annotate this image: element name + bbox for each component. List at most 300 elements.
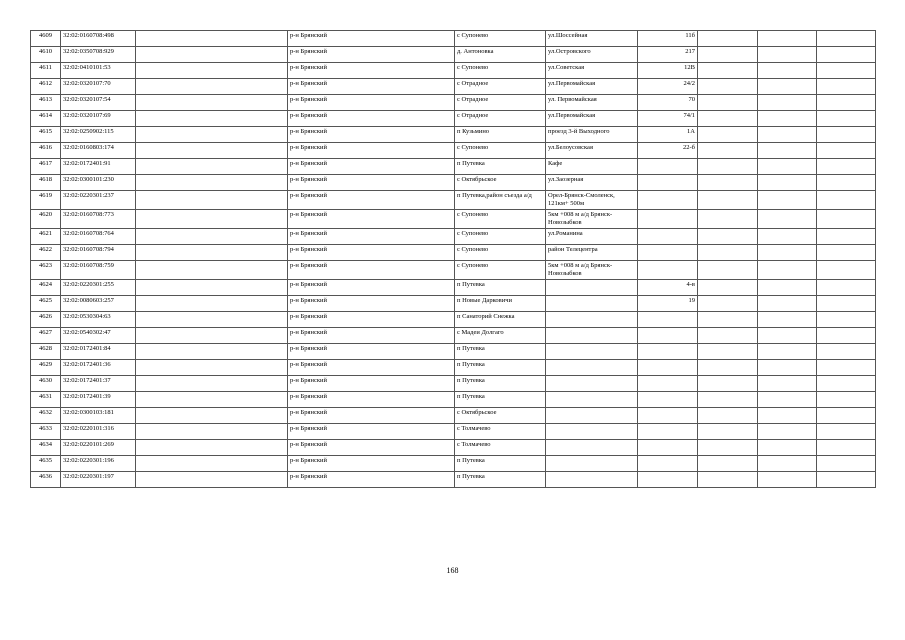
- blank-cell: [698, 47, 758, 63]
- blank-cell: [758, 245, 817, 261]
- street-cell: ул.Белоусовская: [546, 143, 638, 159]
- blank-cell: [758, 47, 817, 63]
- blank-cell: [136, 127, 288, 143]
- blank-cell: [136, 175, 288, 191]
- cadastral-number-cell: 32:02:0160708:764: [61, 229, 136, 245]
- table-body: [31, 31, 876, 488]
- row-number-cell: 4630: [31, 376, 61, 392]
- blank-cell: [758, 95, 817, 111]
- house-number-cell: 22-б: [638, 143, 698, 159]
- table-row: [31, 456, 876, 472]
- settlement-cell: с Супонево: [455, 210, 546, 229]
- settlement-cell: п Путевка: [455, 344, 546, 360]
- row-number-cell: 4611: [31, 63, 61, 79]
- house-number-cell: [638, 440, 698, 456]
- house-number-cell: 1А: [638, 127, 698, 143]
- street-cell: ул.Первомайская: [546, 79, 638, 95]
- table-row: [31, 191, 876, 210]
- settlement-cell: с Отрадное: [455, 95, 546, 111]
- street-cell: [546, 424, 638, 440]
- blank-cell: [136, 79, 288, 95]
- house-number-cell: [638, 312, 698, 328]
- blank-cell: [698, 424, 758, 440]
- blank-cell: [698, 408, 758, 424]
- table-row: [31, 143, 876, 159]
- house-number-cell: [638, 408, 698, 424]
- cadastral-number-cell: 32:02:0160708:498: [61, 31, 136, 47]
- blank-cell: [136, 312, 288, 328]
- district-cell: р-н Брянский: [288, 159, 455, 175]
- blank-cell: [817, 245, 876, 261]
- blank-cell: [817, 47, 876, 63]
- row-number-cell: 4632: [31, 408, 61, 424]
- blank-cell: [136, 245, 288, 261]
- house-number-cell: 12В: [638, 63, 698, 79]
- blank-cell: [817, 296, 876, 312]
- street-cell: [546, 280, 638, 296]
- blank-cell: [758, 31, 817, 47]
- row-number-cell: 4625: [31, 296, 61, 312]
- settlement-cell: д. Антоновка: [455, 47, 546, 63]
- street-cell: [546, 440, 638, 456]
- settlement-cell: п Путевка: [455, 456, 546, 472]
- blank-cell: [817, 261, 876, 280]
- blank-cell: [698, 63, 758, 79]
- house-number-cell: 24/2: [638, 79, 698, 95]
- district-cell: р-н Брянский: [288, 328, 455, 344]
- blank-cell: [817, 312, 876, 328]
- blank-cell: [136, 392, 288, 408]
- district-cell: р-н Брянский: [288, 31, 455, 47]
- row-number-cell: 4618: [31, 175, 61, 191]
- blank-cell: [136, 210, 288, 229]
- house-number-cell: [638, 245, 698, 261]
- house-number-cell: [638, 456, 698, 472]
- blank-cell: [698, 328, 758, 344]
- street-cell: [546, 472, 638, 488]
- blank-cell: [136, 261, 288, 280]
- street-cell: ул.Советская: [546, 63, 638, 79]
- blank-cell: [817, 127, 876, 143]
- blank-cell: [758, 127, 817, 143]
- cadastral-number-cell: 32:02:0172401:37: [61, 376, 136, 392]
- blank-cell: [698, 210, 758, 229]
- blank-cell: [758, 210, 817, 229]
- settlement-cell: с Октябрьское: [455, 175, 546, 191]
- cadastral-number-cell: 32:02:0080603:257: [61, 296, 136, 312]
- blank-cell: [136, 456, 288, 472]
- blank-cell: [758, 261, 817, 280]
- blank-cell: [817, 424, 876, 440]
- district-cell: р-н Брянский: [288, 63, 455, 79]
- row-number-cell: 4609: [31, 31, 61, 47]
- house-number-cell: [638, 424, 698, 440]
- blank-cell: [136, 159, 288, 175]
- district-cell: р-н Брянский: [288, 440, 455, 456]
- row-number-cell: 4628: [31, 344, 61, 360]
- blank-cell: [136, 191, 288, 210]
- row-number-cell: 4629: [31, 360, 61, 376]
- cadastral-number-cell: 32:02:0410101:53: [61, 63, 136, 79]
- blank-cell: [758, 440, 817, 456]
- blank-cell: [817, 191, 876, 210]
- settlement-cell: с Супонево: [455, 31, 546, 47]
- street-cell: [546, 360, 638, 376]
- blank-cell: [758, 296, 817, 312]
- table-row: [31, 408, 876, 424]
- district-cell: р-н Брянский: [288, 191, 455, 210]
- blank-cell: [758, 456, 817, 472]
- district-cell: р-н Брянский: [288, 376, 455, 392]
- settlement-cell: с Октябрьское: [455, 408, 546, 424]
- blank-cell: [758, 312, 817, 328]
- blank-cell: [136, 376, 288, 392]
- street-cell: [546, 376, 638, 392]
- settlement-cell: с Отрадное: [455, 79, 546, 95]
- row-number-cell: 4620: [31, 210, 61, 229]
- row-number-cell: 4613: [31, 95, 61, 111]
- street-cell: [546, 392, 638, 408]
- table-row: [31, 111, 876, 127]
- street-cell: ул.Первомайская: [546, 111, 638, 127]
- row-number-cell: 4627: [31, 328, 61, 344]
- row-number-cell: 4623: [31, 261, 61, 280]
- district-cell: р-н Брянский: [288, 424, 455, 440]
- blank-cell: [758, 424, 817, 440]
- row-number-cell: 4636: [31, 472, 61, 488]
- blank-cell: [817, 344, 876, 360]
- blank-cell: [758, 392, 817, 408]
- cadastral-number-cell: 32:02:0160708:773: [61, 210, 136, 229]
- blank-cell: [136, 408, 288, 424]
- street-cell: [546, 296, 638, 312]
- house-number-cell: [638, 159, 698, 175]
- house-number-cell: [638, 175, 698, 191]
- table-row: [31, 95, 876, 111]
- blank-cell: [817, 280, 876, 296]
- blank-cell: [817, 79, 876, 95]
- cadastral-number-cell: 32:02:0320107:70: [61, 79, 136, 95]
- blank-cell: [817, 175, 876, 191]
- district-cell: р-н Брянский: [288, 296, 455, 312]
- cadastral-number-cell: 32:02:0172401:91: [61, 159, 136, 175]
- blank-cell: [817, 111, 876, 127]
- table-row: [31, 312, 876, 328]
- cadastral-number-cell: 32:02:0160708:794: [61, 245, 136, 261]
- settlement-cell: с Супонево: [455, 229, 546, 245]
- table-row: [31, 280, 876, 296]
- blank-cell: [698, 111, 758, 127]
- table-row: [31, 245, 876, 261]
- table-row: [31, 440, 876, 456]
- table-row: [31, 63, 876, 79]
- house-number-cell: [638, 344, 698, 360]
- row-number-cell: 4624: [31, 280, 61, 296]
- blank-cell: [758, 159, 817, 175]
- cadastral-number-cell: 32:02:0320107:54: [61, 95, 136, 111]
- cadastral-number-cell: 32:02:0350708:929: [61, 47, 136, 63]
- table-row: [31, 229, 876, 245]
- table-row: [31, 328, 876, 344]
- blank-cell: [698, 472, 758, 488]
- house-number-cell: [638, 328, 698, 344]
- blank-cell: [817, 440, 876, 456]
- blank-cell: [136, 360, 288, 376]
- street-cell: [546, 312, 638, 328]
- district-cell: р-н Брянский: [288, 312, 455, 328]
- blank-cell: [758, 328, 817, 344]
- blank-cell: [817, 392, 876, 408]
- district-cell: р-н Брянский: [288, 79, 455, 95]
- blank-cell: [136, 424, 288, 440]
- street-cell: Орел-Брянск-Смоленск, 121км+ 500м: [546, 191, 638, 210]
- cadastral-number-cell: 32:02:0300103:181: [61, 408, 136, 424]
- district-cell: р-н Брянский: [288, 280, 455, 296]
- blank-cell: [698, 312, 758, 328]
- settlement-cell: п Путевка: [455, 376, 546, 392]
- row-number-cell: 4631: [31, 392, 61, 408]
- blank-cell: [698, 344, 758, 360]
- settlement-cell: с Толмачево: [455, 424, 546, 440]
- street-cell: ул.Заозерная: [546, 175, 638, 191]
- blank-cell: [817, 360, 876, 376]
- settlement-cell: с Супонево: [455, 143, 546, 159]
- district-cell: р-н Брянский: [288, 392, 455, 408]
- settlement-cell: п Путевка: [455, 472, 546, 488]
- settlement-cell: с Супонево: [455, 245, 546, 261]
- district-cell: р-н Брянский: [288, 175, 455, 191]
- district-cell: р-н Брянский: [288, 111, 455, 127]
- blank-cell: [817, 143, 876, 159]
- cadastral-number-cell: 32:02:0220301:196: [61, 456, 136, 472]
- row-number-cell: 4633: [31, 424, 61, 440]
- table-row: [31, 31, 876, 47]
- blank-cell: [698, 143, 758, 159]
- settlement-cell: с Мадеи Долгаго: [455, 328, 546, 344]
- street-cell: [546, 328, 638, 344]
- street-cell: ул.Островского: [546, 47, 638, 63]
- house-number-cell: 74/1: [638, 111, 698, 127]
- house-number-cell: [638, 392, 698, 408]
- blank-cell: [817, 472, 876, 488]
- street-cell: [546, 456, 638, 472]
- cadastral-number-cell: 32:02:0172401:36: [61, 360, 136, 376]
- blank-cell: [136, 111, 288, 127]
- blank-cell: [817, 95, 876, 111]
- table-row: [31, 424, 876, 440]
- house-number-cell: [638, 261, 698, 280]
- table-row: [31, 175, 876, 191]
- blank-cell: [698, 296, 758, 312]
- table-row: [31, 261, 876, 280]
- blank-cell: [698, 376, 758, 392]
- blank-cell: [698, 456, 758, 472]
- blank-cell: [758, 280, 817, 296]
- cadastral-number-cell: 32:02:0220101:316: [61, 424, 136, 440]
- blank-cell: [698, 159, 758, 175]
- blank-cell: [136, 143, 288, 159]
- settlement-cell: с Толмачево: [455, 440, 546, 456]
- settlement-cell: с Супонево: [455, 261, 546, 280]
- blank-cell: [136, 229, 288, 245]
- district-cell: р-н Брянский: [288, 456, 455, 472]
- table-row: [31, 47, 876, 63]
- blank-cell: [758, 408, 817, 424]
- blank-cell: [136, 344, 288, 360]
- blank-cell: [698, 31, 758, 47]
- blank-cell: [698, 175, 758, 191]
- house-number-cell: [638, 376, 698, 392]
- district-cell: р-н Брянский: [288, 95, 455, 111]
- cadastral-number-cell: 32:02:0160803:174: [61, 143, 136, 159]
- house-number-cell: [638, 229, 698, 245]
- house-number-cell: 70: [638, 95, 698, 111]
- blank-cell: [817, 210, 876, 229]
- blank-cell: [698, 392, 758, 408]
- blank-cell: [136, 47, 288, 63]
- district-cell: р-н Брянский: [288, 261, 455, 280]
- blank-cell: [758, 344, 817, 360]
- blank-cell: [136, 31, 288, 47]
- blank-cell: [817, 31, 876, 47]
- settlement-cell: п Путевка: [455, 159, 546, 175]
- table-row: [31, 296, 876, 312]
- district-cell: р-н Брянский: [288, 360, 455, 376]
- settlement-cell: п Путевка,район съезда а/д: [455, 191, 546, 210]
- street-cell: ул. Первомайская: [546, 95, 638, 111]
- row-number-cell: 4614: [31, 111, 61, 127]
- blank-cell: [758, 63, 817, 79]
- blank-cell: [698, 261, 758, 280]
- house-number-cell: [638, 191, 698, 210]
- settlement-cell: п Путевка: [455, 280, 546, 296]
- settlement-cell: п Санаторий Снежка: [455, 312, 546, 328]
- district-cell: р-н Брянский: [288, 229, 455, 245]
- blank-cell: [698, 95, 758, 111]
- street-cell: [546, 408, 638, 424]
- cadastral-number-cell: 32:02:0530304:63: [61, 312, 136, 328]
- blank-cell: [698, 127, 758, 143]
- street-cell: ул.Романина: [546, 229, 638, 245]
- cadastral-number-cell: 32:02:0220301:197: [61, 472, 136, 488]
- blank-cell: [136, 296, 288, 312]
- district-cell: р-н Брянский: [288, 472, 455, 488]
- row-number-cell: 4615: [31, 127, 61, 143]
- table-row: [31, 344, 876, 360]
- blank-cell: [136, 63, 288, 79]
- row-number-cell: 4617: [31, 159, 61, 175]
- blank-cell: [817, 376, 876, 392]
- district-cell: р-н Брянский: [288, 210, 455, 229]
- blank-cell: [698, 360, 758, 376]
- cadastral-number-cell: 32:02:0540302:47: [61, 328, 136, 344]
- house-number-cell: [638, 210, 698, 229]
- cadastral-number-cell: 32:02:0172401:84: [61, 344, 136, 360]
- blank-cell: [817, 159, 876, 175]
- blank-cell: [758, 229, 817, 245]
- district-cell: р-н Брянский: [288, 127, 455, 143]
- table-row: [31, 159, 876, 175]
- blank-cell: [136, 472, 288, 488]
- blank-cell: [698, 245, 758, 261]
- street-cell: ул.Шоссейная: [546, 31, 638, 47]
- registry-table: [30, 30, 876, 488]
- street-cell: проезд 3-й Выходного: [546, 127, 638, 143]
- settlement-cell: п Путевка: [455, 392, 546, 408]
- table-row: [31, 472, 876, 488]
- blank-cell: [817, 328, 876, 344]
- settlement-cell: п Путевка: [455, 360, 546, 376]
- table-row: [31, 360, 876, 376]
- district-cell: р-н Брянский: [288, 245, 455, 261]
- blank-cell: [698, 191, 758, 210]
- house-number-cell: [638, 472, 698, 488]
- blank-cell: [136, 328, 288, 344]
- blank-cell: [758, 360, 817, 376]
- table-row: [31, 79, 876, 95]
- settlement-cell: с Супонево: [455, 63, 546, 79]
- cadastral-number-cell: 32:02:0220301:237: [61, 191, 136, 210]
- cadastral-number-cell: 32:02:0220301:255: [61, 280, 136, 296]
- house-number-cell: 11б: [638, 31, 698, 47]
- street-cell: [546, 344, 638, 360]
- district-cell: р-н Брянский: [288, 143, 455, 159]
- house-number-cell: [638, 360, 698, 376]
- row-number-cell: 4619: [31, 191, 61, 210]
- settlement-cell: п Новые Дарковичи: [455, 296, 546, 312]
- blank-cell: [758, 376, 817, 392]
- cadastral-number-cell: 32:02:0220101:269: [61, 440, 136, 456]
- blank-cell: [817, 229, 876, 245]
- house-number-cell: 217: [638, 47, 698, 63]
- cadastral-number-cell: 32:02:0172401:39: [61, 392, 136, 408]
- blank-cell: [136, 280, 288, 296]
- cadastral-number-cell: 32:02:0300101:230: [61, 175, 136, 191]
- district-cell: р-н Брянский: [288, 47, 455, 63]
- district-cell: р-н Брянский: [288, 408, 455, 424]
- settlement-cell: п Кузьмино: [455, 127, 546, 143]
- row-number-cell: 4626: [31, 312, 61, 328]
- blank-cell: [698, 229, 758, 245]
- street-cell: 5км +008 м а/д Брянск-Новозыбков: [546, 210, 638, 229]
- blank-cell: [758, 191, 817, 210]
- blank-cell: [758, 111, 817, 127]
- district-cell: р-н Брянский: [288, 344, 455, 360]
- blank-cell: [817, 408, 876, 424]
- row-number-cell: 4610: [31, 47, 61, 63]
- house-number-cell: 4-в: [638, 280, 698, 296]
- blank-cell: [698, 280, 758, 296]
- blank-cell: [817, 456, 876, 472]
- row-number-cell: 4616: [31, 143, 61, 159]
- row-number-cell: 4622: [31, 245, 61, 261]
- row-number-cell: 4612: [31, 79, 61, 95]
- street-cell: 5км +008 м а/д Брянск-Новозыбков: [546, 261, 638, 280]
- cadastral-number-cell: 32:02:0250902:115: [61, 127, 136, 143]
- table-row: [31, 127, 876, 143]
- blank-cell: [698, 440, 758, 456]
- blank-cell: [758, 175, 817, 191]
- street-cell: Кафе: [546, 159, 638, 175]
- cadastral-number-cell: 32:02:0320107:69: [61, 111, 136, 127]
- blank-cell: [817, 63, 876, 79]
- blank-cell: [758, 472, 817, 488]
- cadastral-number-cell: 32:02:0160708:759: [61, 261, 136, 280]
- blank-cell: [758, 79, 817, 95]
- blank-cell: [758, 143, 817, 159]
- house-number-cell: 19: [638, 296, 698, 312]
- table-row: [31, 210, 876, 229]
